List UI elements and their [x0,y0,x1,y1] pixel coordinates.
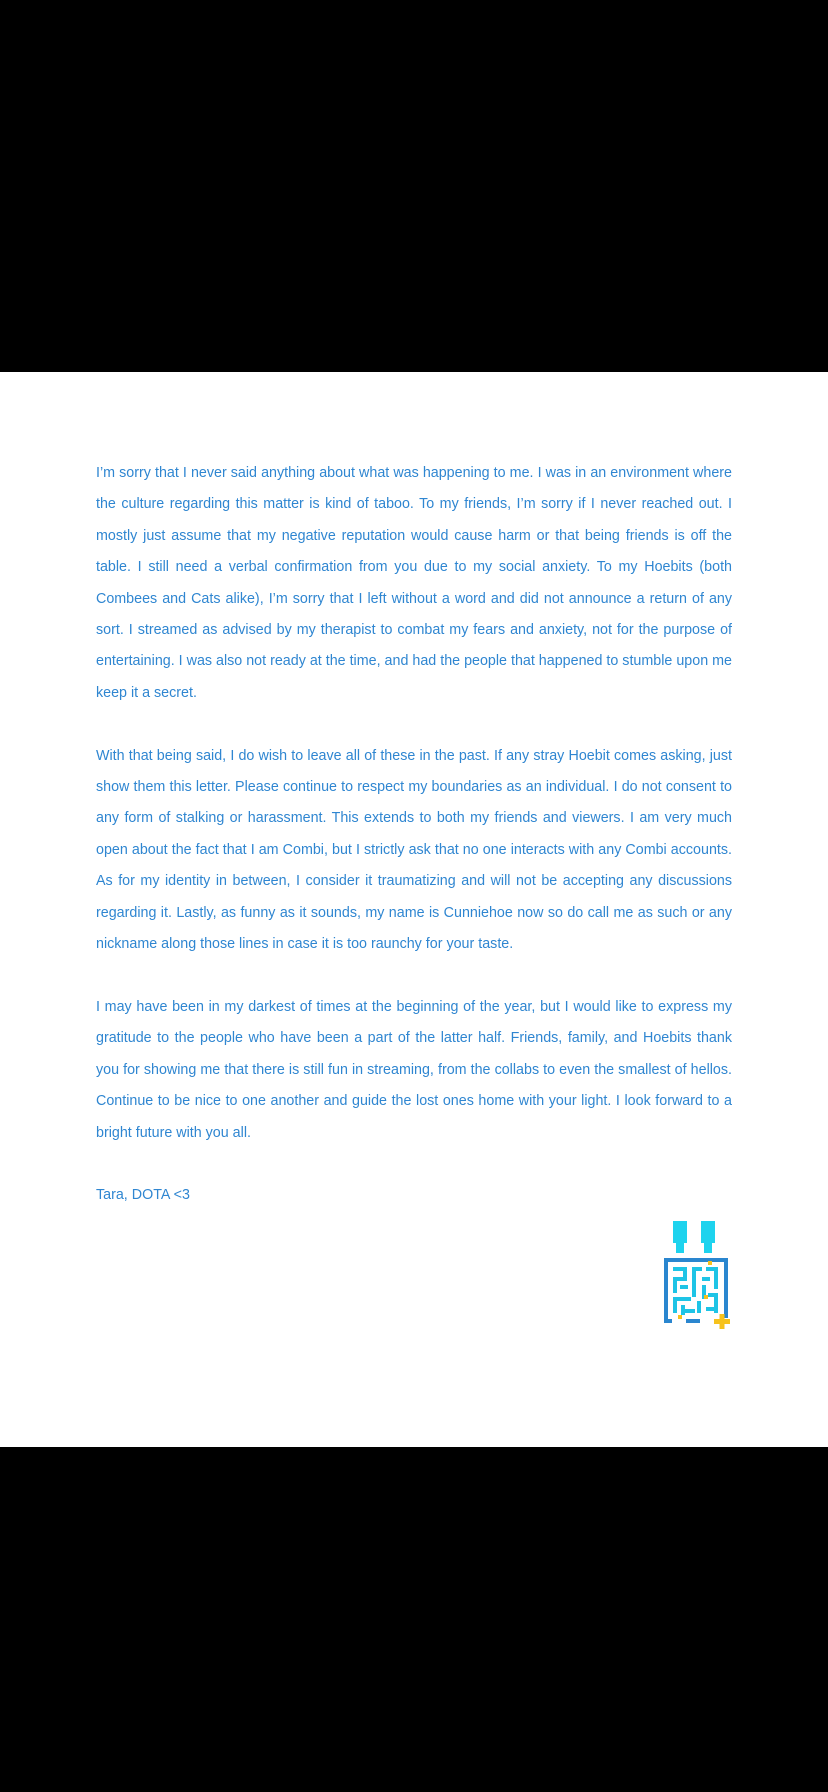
top-black-band [0,0,828,372]
paragraph-gratitude: I may have been in my darkest of times at the beginning of the year, but I would like to express my gratitude to the people who have been a part of the latter half. Friends, family, and Hoebits thank you for showing me that there is still fun in streaming, from the collabs to even the smallest of hellos. Continue to be nice to one another and guide the lost ones home with your light. I look forward to a bright future with you all. [96,998,732,1141]
paragraph-apology: I’m sorry that I never said anything about what was happening to me. I was in an environment where the culture regarding this matter is kind of taboo. To my friends, I’m sorry if I never reached out. I mostly just assume that my negative reputation would cause harm or that being friends is off the table. I still need a verbal confirmation from you due to my social anxiety. To my Hoebits (both Combees and Cats alike), I’m sorry that I left without a word and did not announce a return of any sort. I streamed as advised by my therapist to combat my fears and anxiety, not for the purpose of entertaining. I was also not ready at the time, and had the people that happened to stumble upon me keep it a secret. [96,465,732,701]
letter-page [0,372,828,1447]
paragraph-boundaries: With that being said, I do wish to leave all of these in the past. If any stray Hoebit comes asking, just show them this letter. Please continue to respect my boundaries as an individual. I do not consent to any form of stalking or harassment. This extends to both my friends and viewers. I am very much open about the fact that I am Combi, but I strictly ask that no one interacts with any Combi accounts. As for my identity in between, I consider it traumatizing and will not be accepting any discussions regarding it. Lastly, as funny as it sounds, my name is Cunniehoe now so do call me as such or any nickname along those lines in case it is too raunchy for your taste. [96,747,732,953]
signature: Tara, DOTA <3 [96,1187,190,1204]
letter-body [96,458,732,1212]
bottom-black-band [0,1447,828,1792]
pixel-bunny-logo-icon [664,1221,730,1331]
